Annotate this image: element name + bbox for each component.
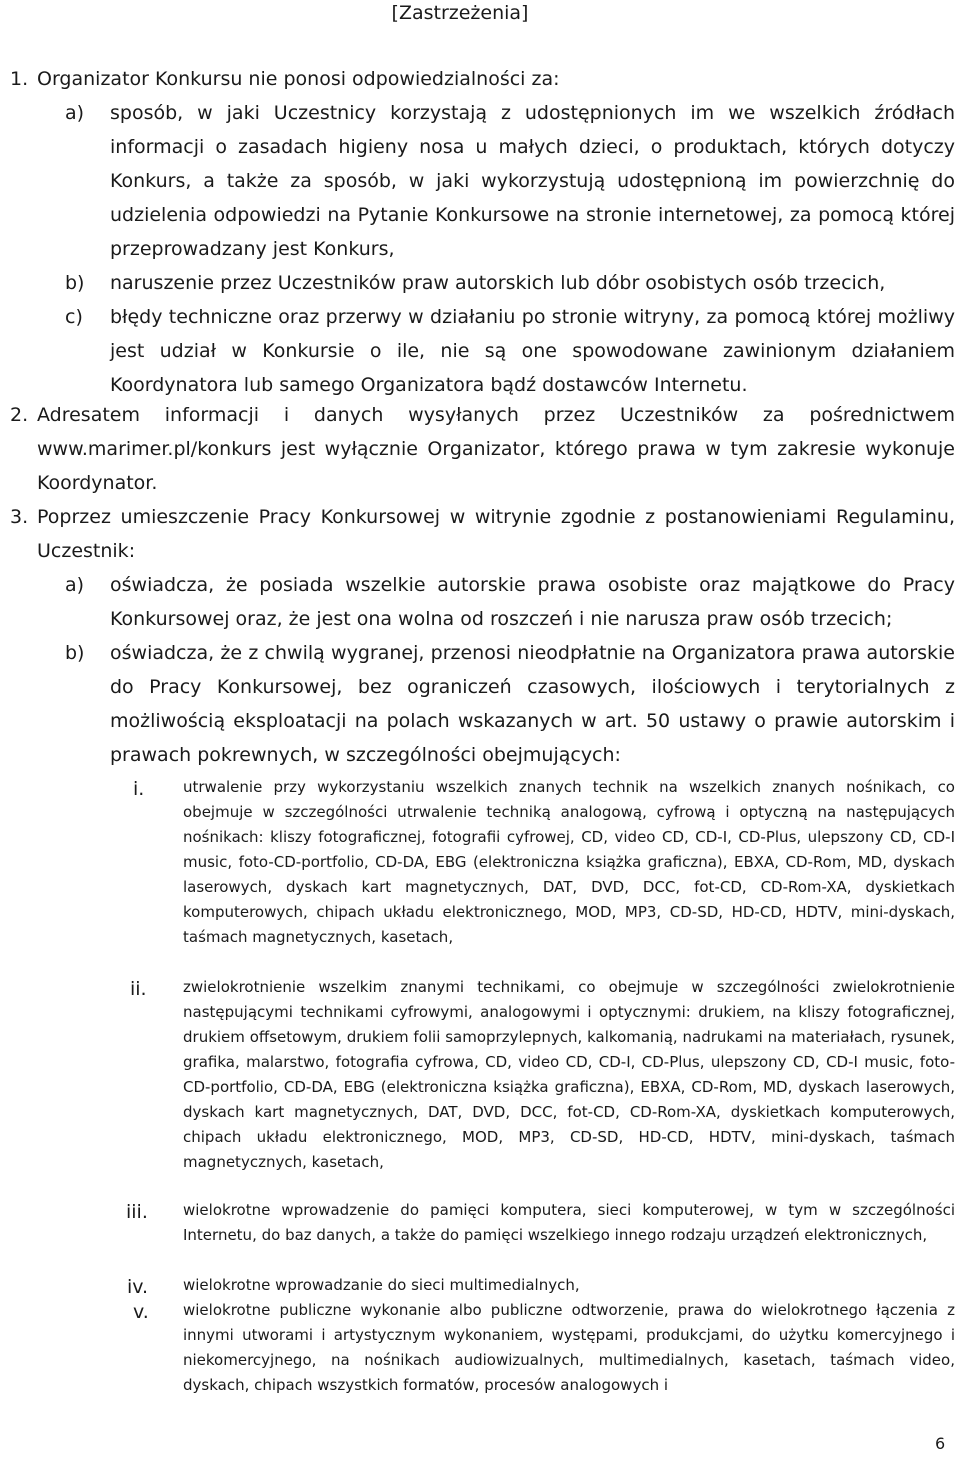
section-2-text: Adresatem informacji i danych wysyłanych przez Uczestników za pośrednictwem www.marimer.pl/konkurs jest wyłącznie Organizator, którego prawa w tym zakresie wykonuje Koordynator. <box>37 404 955 494</box>
section-3-item-a-marker: a) <box>65 574 85 596</box>
section-1-item-c: błędy techniczne oraz przerwy w działaniu po stronie witryny, za pomocą której możliwy jest udział w Konkursie o ile, nie są one spowodowane zawinionym działaniem Koordynatora lub samego Organizatora bądź dostawców Internetu. <box>110 306 955 396</box>
section-3-marker: 3. <box>10 506 29 528</box>
subitem-iv-marker: iv. <box>127 1276 149 1298</box>
subitem-i: utrwalenie przy wykorzystaniu wszelkich znanych technik na wszelkich znanych nośnikach, co obejmuje w szczególności utrwalenie techniką analogową, cyfrową i optyczną na następujących nośnikach: kliszy fotograficznej, fotografii cyfrowej, CD, video CD, CD-I, CD-Plus, ulepszony CD, CD-I music, foto-CD-portfolio, CD-DA, EBG (elektroniczna książka graficzna), EBXA, CD-Rom, MD, dyskach laserowych, dyskach kart magnetycznych, DAT, DVD, DCC, fot-CD, CD-Rom-XA, dyskietkach komputerowych, chipach układu elektronicznego, MOD, MP3, CD-SD, HD-CD, HDTV, mini-dyskach, taśmach magnetycznych, kasetach, <box>183 778 955 946</box>
section-heading: [Zastrzeżenia] <box>391 2 529 24</box>
section-3-item-b-marker: b) <box>65 642 85 664</box>
section-1-item-b-marker: b) <box>65 272 85 294</box>
subitem-ii-marker: ii. <box>130 978 147 1000</box>
subitem-iii-marker: iii. <box>126 1201 148 1223</box>
subitem-v-marker: v. <box>133 1301 149 1323</box>
section-1-item-a: sposób, w jaki Uczestnicy korzystają z udostępnionych im we wszelkich źródłach informacji o zasadach higieny nosa u małych dzieci, o produktach, których dotyczy Konkurs, a także za sposób, w jaki wykorzystują udostępnioną im powierzchnię do udzielenia odpowiedzi na Pytanie Konkursowe na stronie internetowej, za pomocą której przeprowadzany jest Konkurs, <box>110 102 955 260</box>
subitem-v: wielokrotne publiczne wykonanie albo publiczne odtworzenie, prawa do wielokrotnego łączenia z innymi utworami i artystycznym wykonaniem, występami, produkcjami, do użytku komercyjnego i niekomercyjnego, na nośnikach audiowizualnych, multimedialnych, kasetach, taśmach video, dyskach, chipach wszystkich formatów, procesów analogowych i <box>183 1301 955 1394</box>
section-1-item-b: naruszenie przez Uczestników praw autorskich lub dóbr osobistych osób trzecich, <box>110 272 886 294</box>
section-1-marker: 1. <box>10 68 29 90</box>
section-2-marker: 2. <box>10 404 29 426</box>
section-1-item-a-marker: a) <box>65 102 85 124</box>
section-3-item-b: oświadcza, że z chwilą wygranej, przenosi nieodpłatnie na Organizatora prawa autorskie do Pracy Konkursowej, bez ograniczeń czasowych, ilościowych i terytorialnych z możliwością eksploatacji na polach wskazanych w art. 50 ustawy o prawie autorskim i prawach pokrewnych, w szczególności obejmujących: <box>110 642 955 766</box>
section-1-item-c-marker: c) <box>65 306 83 328</box>
subitem-i-marker: i. <box>133 778 145 800</box>
subitem-ii: zwielokrotnienie wszelkim znanymi technikami, co obejmuje w szczególności zwielokrotnienie następującymi technikami cyfrowymi, analogowymi i optycznymi: drukiem, na kliszy fotograficznej, drukiem offsetowym, drukiem folii samoprzylepnych, kalkomanią, nadrukami na materiałach, rysunek, grafika, malarstwo, fotografia cyfrowa, CD, video CD, CD-I, CD-Plus, ulepszony CD, CD-I music, foto-CD-portfolio, CD-DA, EBG (elektroniczna książka graficzna), EBXA, CD-Rom, MD, dyskach laserowych, dyskach kart magnetycznych, DAT, DVD, DCC, fot-CD, CD-Rom-XA, dyskietkach komputerowych, chipach układu elektronicznego, MOD, MP3, CD-SD, HD-CD, HDTV, mini-dyskach, taśmach magnetycznych, kasetach, <box>183 978 955 1171</box>
subitem-iv: wielokrotne wprowadzanie do sieci multimedialnych, <box>183 1276 580 1294</box>
section-1-intro: Organizator Konkursu nie ponosi odpowiedzialności za: <box>37 68 560 90</box>
section-3-intro: Poprzez umieszczenie Pracy Konkursowej w witrynie zgodnie z postanowieniami Regulaminu, Uczestnik: <box>37 506 955 562</box>
page-number: 6 <box>935 1434 946 1453</box>
section-3-item-a: oświadcza, że posiada wszelkie autorskie prawa osobiste oraz majątkowe do Pracy Konkursowej oraz, że jest ona wolna od roszczeń i nie narusza praw osób trzecich; <box>110 574 955 630</box>
subitem-iii: wielokrotne wprowadzenie do pamięci komputera, sieci komputerowej, w tym w szczególności Internetu, do baz danych, a także do pamięci wszelkiego innego rodzaju urządzeń elektronicznych, <box>183 1201 955 1244</box>
